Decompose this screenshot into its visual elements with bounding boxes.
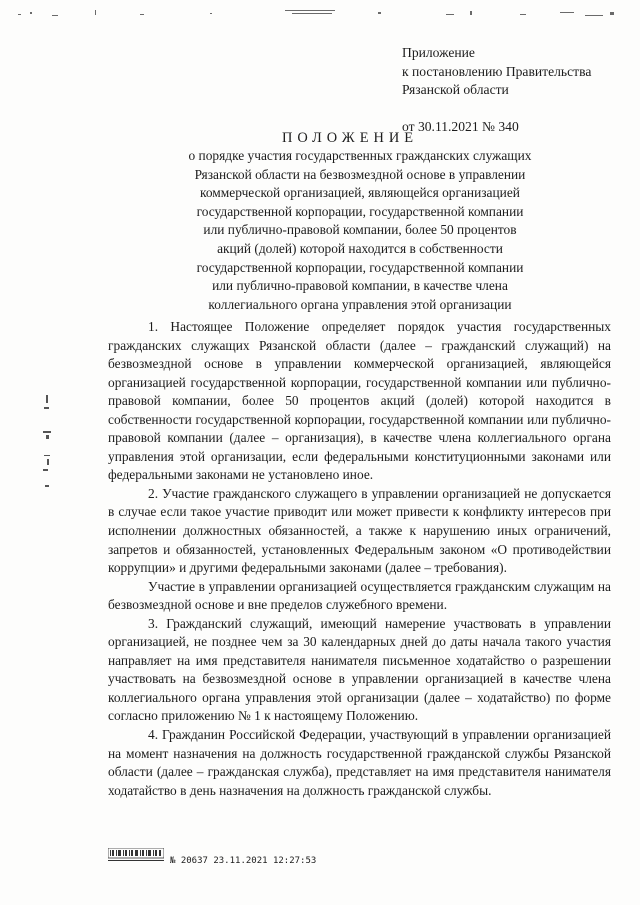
subtitle-line: коммерческой организацией, являющейся организацией xyxy=(200,185,520,201)
subtitle-line: государственной корпорации, государственной компании xyxy=(196,259,524,275)
subtitle-line: или публично-правовой компании, в качестве члена xyxy=(212,278,508,294)
paragraph-4: 4. Гражданин Российской Федерации, участвующий в управлении организацией на момент назначения на должность государственной гражданской службы Рязанской области (далее – гражданская служба), представляет на имя представителя нанимателя ходатайство в день назначения на должность гражданской службы. xyxy=(108,727,611,798)
margin-scan-marks xyxy=(40,395,60,505)
barcode-icon xyxy=(108,848,164,862)
subtitle-line: государственной корпорации, государственной компании xyxy=(196,203,524,219)
paragraph-2-continued: Участие в управлении организацией осуществляется гражданским служащим на безвозмездной основе и вне пределов служебного времени. xyxy=(108,578,611,613)
subtitle-line: о порядке участия государственных гражданских служащих xyxy=(188,148,532,163)
appendix-decree: к постановлению Правительства xyxy=(402,63,592,79)
subtitle-line: акций (долей) которой находится в собственности xyxy=(217,240,503,256)
document-subtitle xyxy=(150,147,570,314)
appendix-date-number: от 30.11.2021 № 340 xyxy=(402,118,519,134)
appendix-label: Приложение xyxy=(402,45,475,60)
subtitle-line: или публично-правовой компании, более 50 процентов xyxy=(203,222,517,238)
appendix-region: Рязанской области xyxy=(402,82,509,97)
registration-stamp: № 20637 23.11.2021 12:27:53 xyxy=(170,856,317,866)
paragraph-3: 3. Гражданский служащий, имеющий намерение участвовать в управлении организацией, не позднее чем за 30 календарных дней до даты начала такого участия направляет на имя представителя нанимателя письменное ходатайство о разрешении участвовать на безвозмездной основе в управлении организацией в качестве члена коллегиального органа управления этой организации (далее – ходатайство) по форме согласно приложению № 1 к настоящему Положению. xyxy=(108,615,611,724)
document-body xyxy=(108,318,611,800)
paragraph-2: 2. Участие гражданского служащего в управлении организацией не допускается в случае если такое участие приводит или может привести к конфликту интересов при исполнении должностных обязанностей, а также к нарушению иных ограничений, запретов и обязанностей, установленных Федеральным законом «О противодействии коррупции» и другими федеральными законами (далее – требования). xyxy=(108,485,611,576)
document-title: ПОЛОЖЕНИЕ xyxy=(281,130,419,146)
paragraph-1: 1. Настоящее Положение определяет порядок участия государственных гражданских служащих Рязанской области (далее – гражданский служащий) на безвозмездной основе в управлении коммерческой организацией, являющейся организацией государственной корпорации, государственной компании или публично-правовой компании, более 50 процентов акций (долей) которой находится в собственности государственной корпорации, государственной компании или публично-правовой компании (далее – организация), в качестве члена коллегиального органа управления этой организации, если федеральными конституционными законами или федеральными законами не установлено иное. xyxy=(108,319,611,483)
appendix-header xyxy=(402,44,632,136)
subtitle-line: коллегиального органа управления этой организации xyxy=(208,296,512,312)
subtitle-line: Рязанской области на безвозмездной основе в управлении xyxy=(194,166,526,182)
scan-noise-decoration xyxy=(0,0,640,30)
document-footer xyxy=(108,848,368,878)
